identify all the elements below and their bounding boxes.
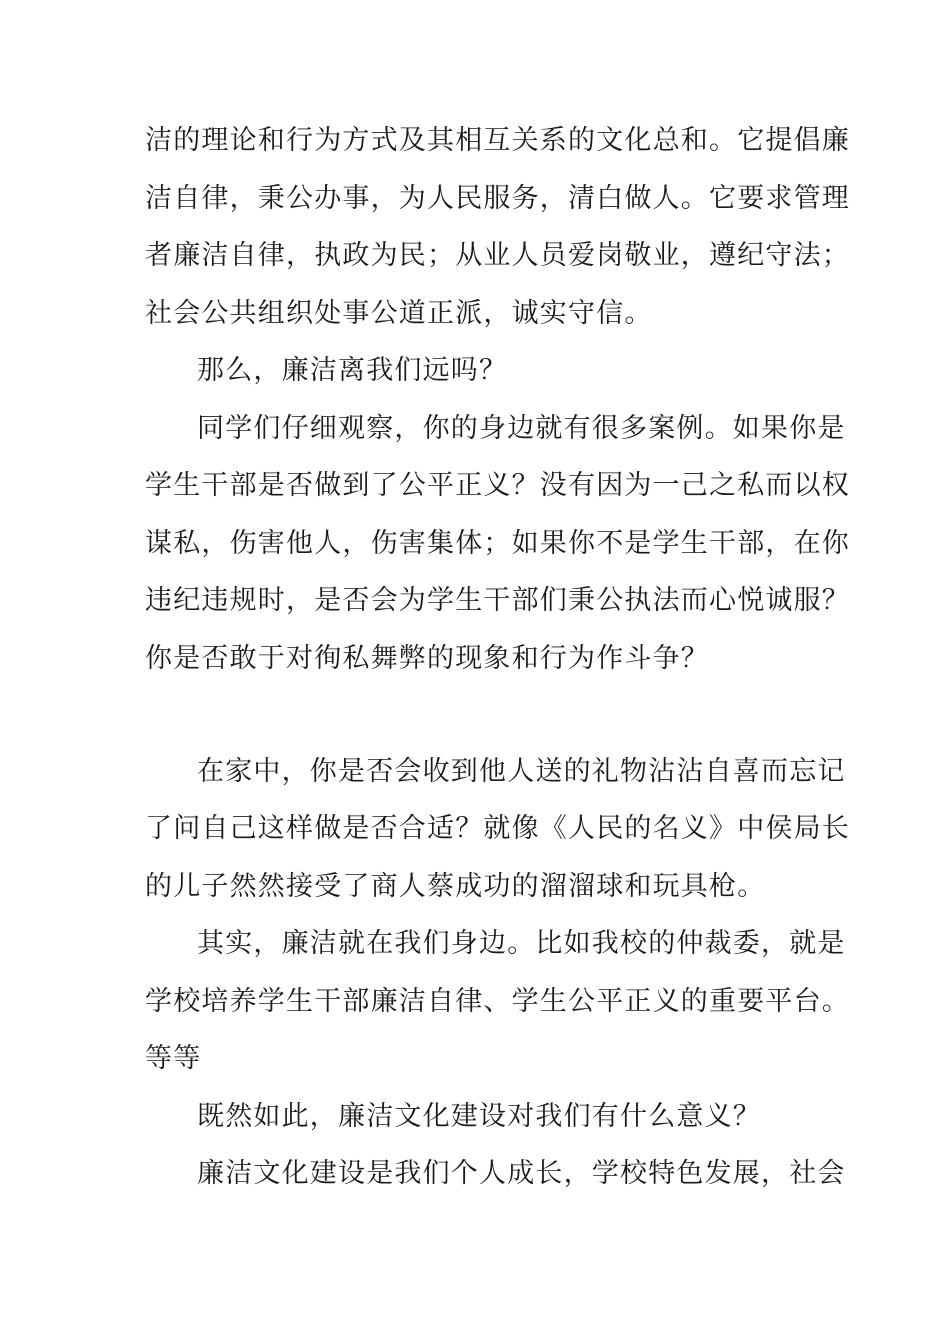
text-line: 的儿子然然接受了商人蔡成功的溜溜球和玩具枪。 [145,871,766,902]
text-line: 学生干部是否做到了公平正义？没有因为一己之私而以权 [145,470,850,501]
text-line: 既然如此，廉洁文化建设对我们有什么意义？ [197,1101,761,1132]
text-line: 违纪违规时，是否会为学生干部们秉公执法而心悦诚服？ [145,585,850,616]
text-line: 其实，廉洁就在我们身边。比如我校的仲裁委，就是 [197,928,846,959]
text-line: 社会公共组织处事公道正派，诚实守信。 [145,298,653,329]
text-line: 了问自己这样做是否合适？就像《人民的名义》中侯局长 [145,813,850,844]
text-line: 在家中，你是否会收到他人送的礼物沾沾自喜而忘记 [197,756,846,787]
text-line: 等等 [145,1043,202,1074]
text-line: 者廉洁自律，执政为民；从业人员爱岗敬业，遵纪守法； [145,240,850,271]
text-line: 洁自律，秉公办事，为人民服务，清白做人。它要求管理 [145,183,850,214]
text-line: 谋私，伤害他人，伤害集体；如果你不是学生干部，在你 [145,528,850,559]
text-line: 你是否敢于对徇私舞弊的现象和行为作斗争？ [145,643,709,674]
text-line: 同学们仔细观察，你的身边就有很多案例。如果你是 [197,413,846,444]
text-line: 洁的理论和行为方式及其相互关系的文化总和。它提倡廉 [145,125,850,156]
text-line: 廉洁文化建设是我们个人成长，学校特色发展，社会 [197,1158,846,1189]
text-line: 学校培养学生干部廉洁自律、学生公平正义的重要平台。 [145,986,850,1017]
text-line: 那么，廉洁离我们远吗？ [197,355,508,386]
